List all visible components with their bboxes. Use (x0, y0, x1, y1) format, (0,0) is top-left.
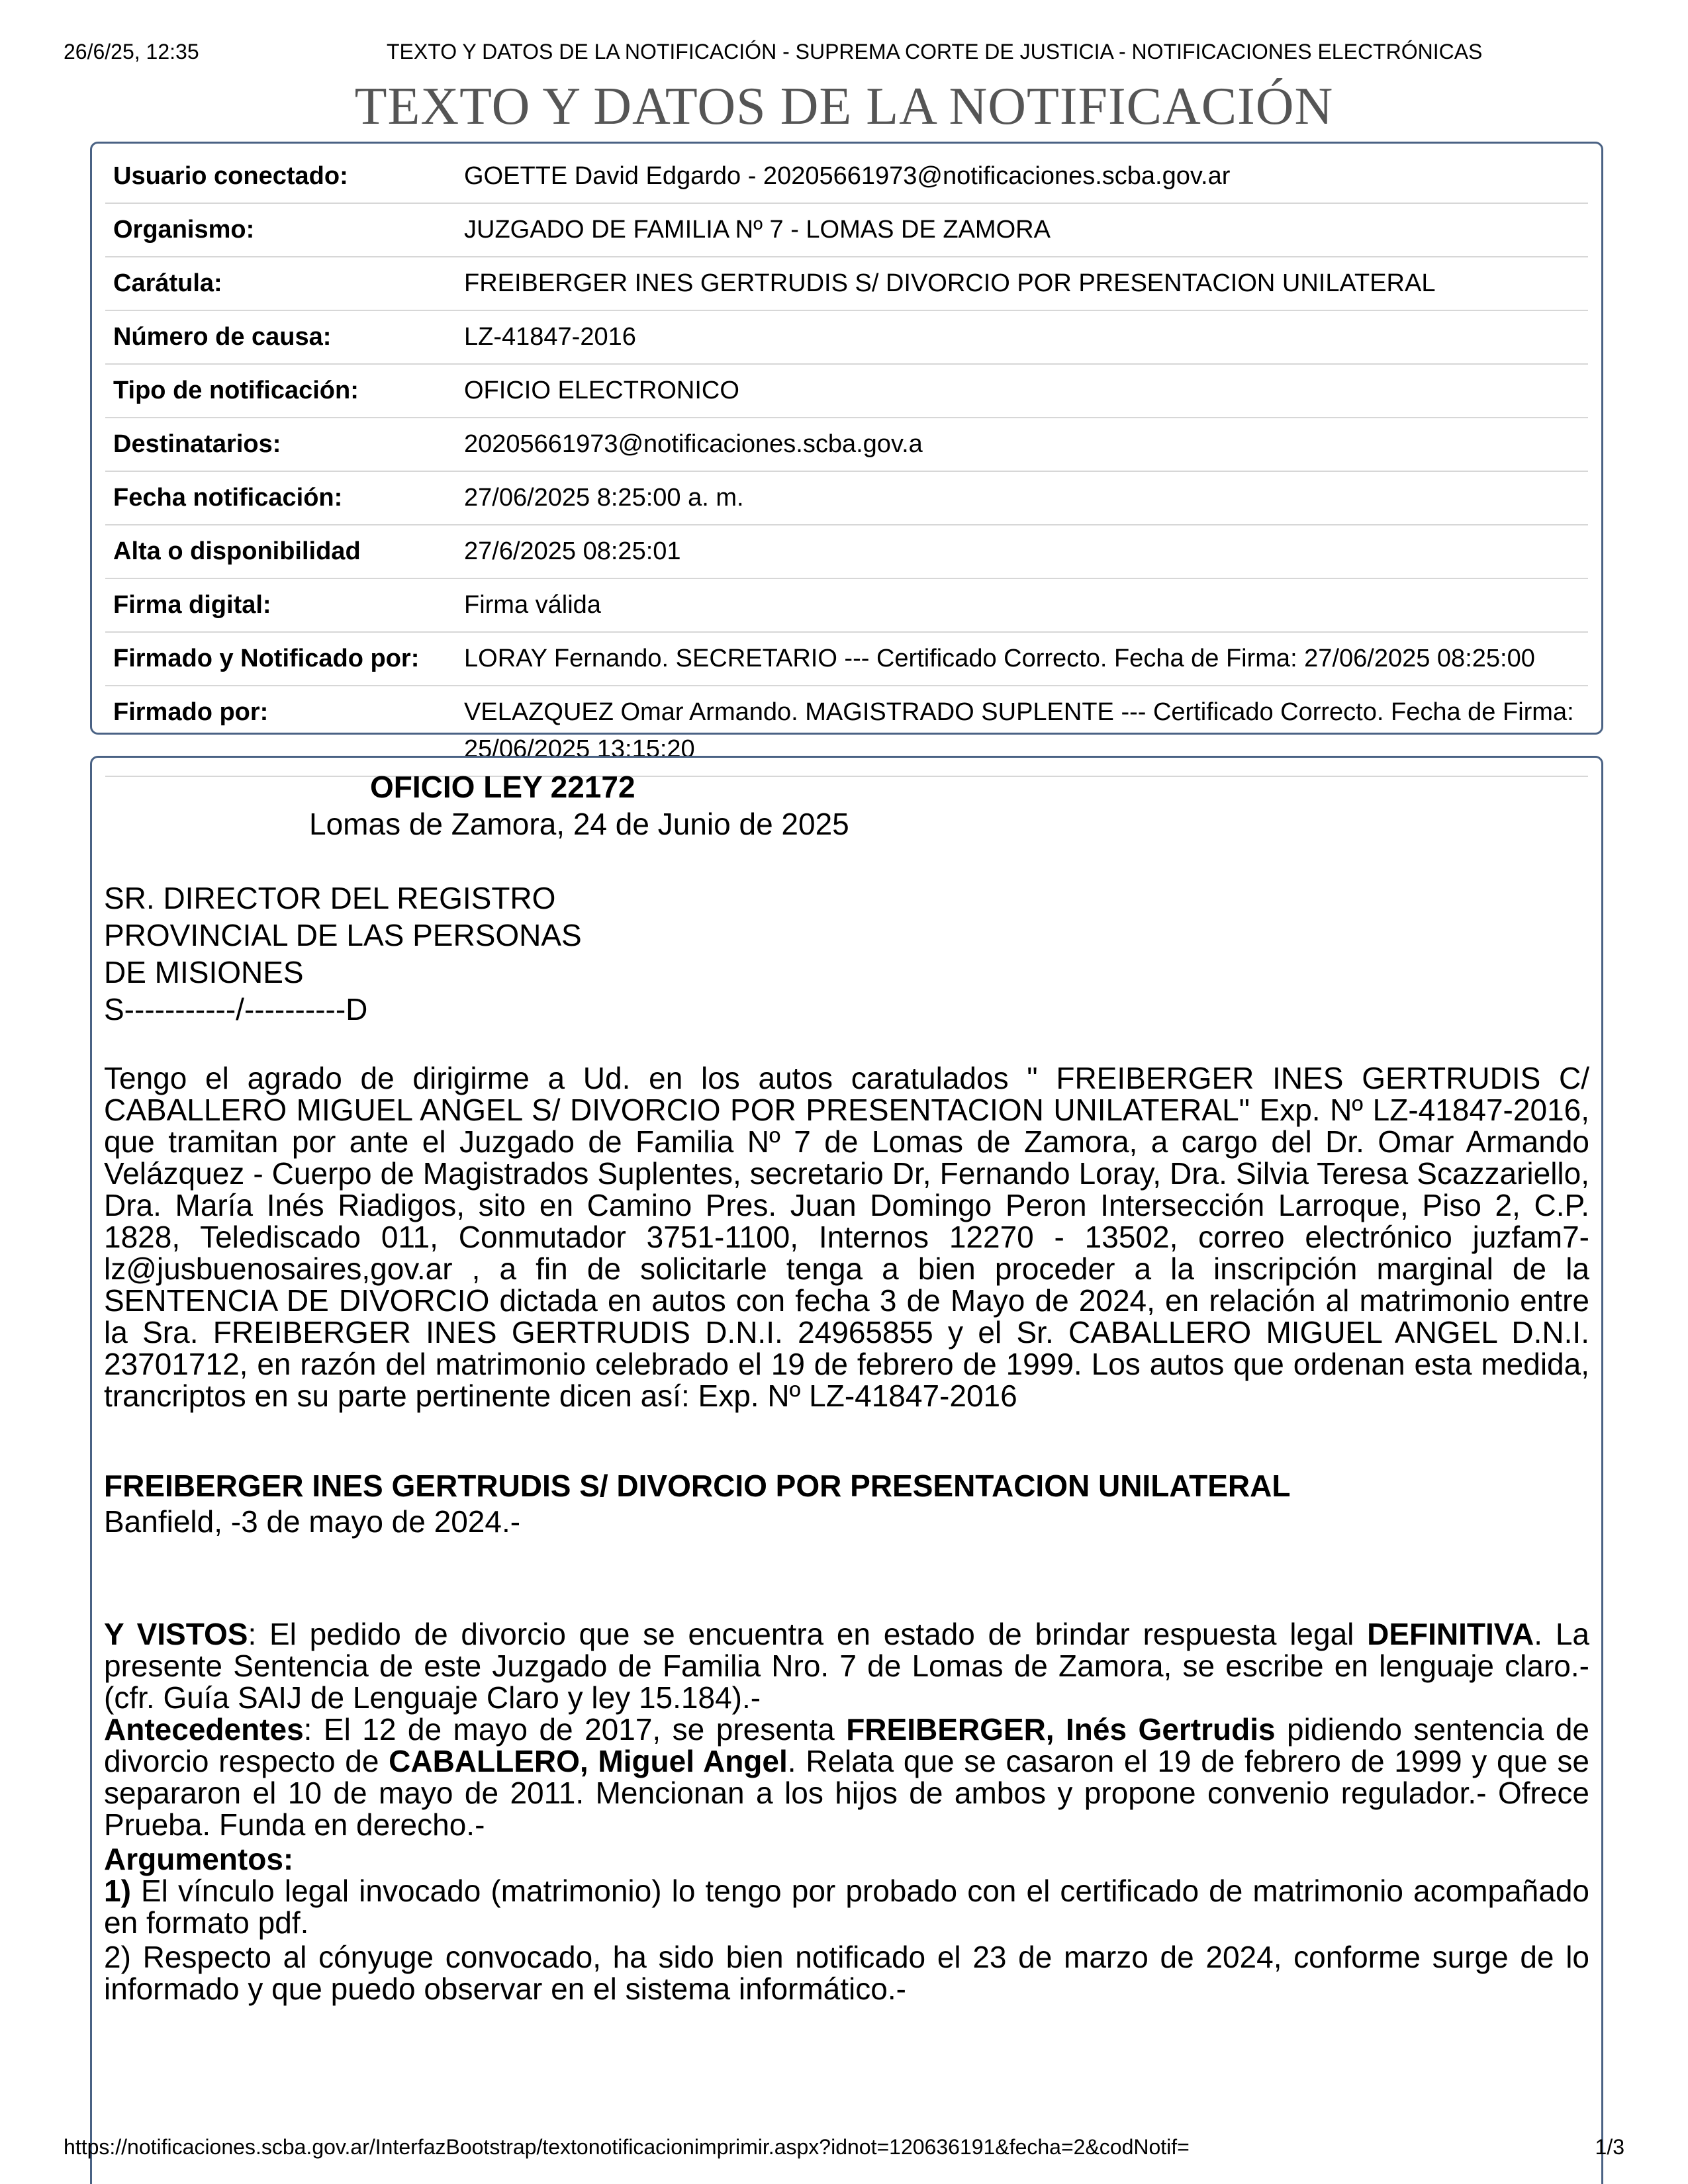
page-number: 1/3 (1595, 2135, 1624, 2159)
argument-2: 2) Respecto al cónyuge convocado, ha sido bien notificado el 23 de marzo de 2024, conforme surge de lo informado y que puedo observar en el sistema informático.- (104, 1940, 1589, 2006)
info-value: LZ-41847-2016 (456, 310, 1588, 364)
antecedentes-text-3: . Relata que se casaron el 19 de febrero de 1999 y que se separaron el 10 de mayo de 2011. Mencionan a los hijos de ambos y propone convenio regulador.- Ofrece Prueba. Funda en derecho.- (104, 1744, 1589, 1842)
letter-title: OFICIO LEY 22172 (370, 770, 635, 804)
info-value: JUZGADO DE FAMILIA Nº 7 - LOMAS DE ZAMORA (456, 203, 1588, 257)
info-label: Firmado y Notificado por: (105, 632, 456, 686)
address-line: S-----------/----------D (104, 992, 368, 1026)
print-header (64, 40, 1624, 73)
info-label: Usuario conectado: (105, 150, 456, 203)
letter-panel (90, 756, 1603, 2184)
info-label: Firma digital: (105, 578, 456, 632)
letter-body: Tengo el agrado de dirigirme a Ud. en los autos caratulados " FREIBERGER INES GERTRUDIS C/ CABALLERO MIGUEL ANGEL S/ DIVORCIO POR PRESENTACION UNILATERAL" Exp. Nº LZ-41847-2016, que tramitan por ante el Juzgado de Familia Nº 7 de Lomas de Zamora, a cargo del Dr. Omar Armando Velázquez - Cuerpo de Magistrados Suplentes, secretario Dr, Fernando Loray, Dra. Silvia Teresa Scazzariello, Dra. María Inés Riadigos, sito en Camino Pres. Juan Domingo Peron Intersección Larroque, Piso 2, C.P. 1828, Telediscado 011, Conmutador 3751-1100, Internos 12270 - 13502, correo electrónico juzfam7-lz@jusbuenosaires,gov.ar , a fin de solicitarle tenga a bien proceder a la inscripción marginal de la SENTENCIA DE DIVORCIO dictada en autos con fecha 3 de Mayo de 2024, en relación al matrimonio entre la Sra. FREIBERGER INES GERTRUDIS D.N.I. 24965855 y el Sr. CABALLERO MIGUEL ANGEL D.N.I. 23701712, en razón del matrimonio celebrado el 19 de febrero de 1999. Los autos que ordenan esta medida, trancriptos en su parte pertinente dicen así: Exp. Nº LZ-41847-2016 (104, 1061, 1589, 1413)
info-value: LORAY Fernando. SECRETARIO --- Certificado Correcto. Fecha de Firma: 27/06/2025 08:25:00 (456, 632, 1588, 686)
vistos-label: Y VISTOS (104, 1617, 248, 1651)
notification-info-panel (90, 142, 1603, 763)
info-label: Tipo de notificación: (105, 364, 456, 418)
vistos-paragraph (104, 1618, 1589, 1713)
info-value: 27/6/2025 08:25:01 (456, 525, 1588, 578)
info-label: Destinatarios: (105, 418, 456, 471)
case-title: FREIBERGER INES GERTRUDIS S/ DIVORCIO POR PRESENTACION UNILATERAL (104, 1469, 1291, 1503)
info-label: Fecha notificación: (105, 471, 456, 525)
address-line: DE MISIONES (104, 955, 304, 989)
address-line: PROVINCIAL DE LAS PERSONAS (104, 918, 582, 952)
print-header-title: TEXTO Y DATOS DE LA NOTIFICACIÓN - SUPREMA CORTE DE JUSTICIA - NOTIFICACIONES ELECTRÓNICAS (387, 40, 1483, 64)
info-row-numero-causa (105, 310, 1588, 364)
info-value: OFICIO ELECTRONICO (456, 364, 1588, 418)
info-value: VELAZQUEZ Omar Armando. MAGISTRADO SUPLENTE --- Certificado Correcto. Fecha de Firma: 25/06/2025 13:15:20 (456, 686, 1588, 776)
info-label: Número de causa: (105, 310, 456, 364)
info-row-alta (105, 525, 1588, 578)
vistos-text: : El pedido de divorcio que se encuentra en estado de brindar respuesta legal (248, 1617, 1368, 1651)
info-value: GOETTE David Edgardo - 20205661973@notificaciones.scba.gov.ar (456, 150, 1588, 203)
info-row-organismo (105, 203, 1588, 257)
letter-place-date: Lomas de Zamora, 24 de Junio de 2025 (309, 807, 849, 841)
info-label: Firmado por: (105, 686, 456, 776)
info-value: FREIBERGER INES GERTRUDIS S/ DIVORCIO POR PRESENTACION UNILATERAL (456, 257, 1588, 310)
info-row-tipo-notificacion (105, 364, 1588, 418)
antecedentes-actora: FREIBERGER, Inés Gertrudis (846, 1712, 1276, 1747)
info-row-firma-digital (105, 578, 1588, 632)
vistos-text-2: . La presente Sentencia de este Juzgado de Familia Nro. 7 de Lomas de Zamora, se escribe en lenguaje claro.- (cfr. Guía SAIJ de Lenguaje Claro y ley 15.184).- (104, 1617, 1589, 1715)
info-row-destinatarios (105, 418, 1588, 471)
info-value: 20205661973@notificaciones.scba.gov.a (456, 418, 1588, 471)
info-row-fecha-notificacion (105, 471, 1588, 525)
info-label: Organismo: (105, 203, 456, 257)
antecedentes-paragraph (104, 1713, 1589, 1841)
page-url: https://notificaciones.scba.gov.ar/InterfazBootstrap/textonotificacionimprimir.aspx?idnot=120636191&fecha=2&codNotif= (64, 2135, 1190, 2159)
argument-1 (104, 1875, 1589, 1938)
antecedentes-label: Antecedentes (104, 1712, 304, 1747)
antecedentes-text-2: pidiendo sentencia de divorcio respecto de (104, 1712, 1590, 1778)
info-row-firmado-notificado (105, 632, 1588, 686)
info-value: Firma válida (456, 578, 1588, 632)
print-footer (64, 2135, 1624, 2161)
info-label: Carátula: (105, 257, 456, 310)
resolution-text (104, 1618, 1589, 2005)
vistos-bold: DEFINITIVA (1367, 1617, 1534, 1651)
antecedentes-demandado: CABALLERO, Miguel Angel (389, 1744, 788, 1778)
argument-1-text: El vínculo legal invocado (matrimonio) lo tengo por probado con el certificado de matrimonio acompañado en formato pdf. (104, 1874, 1589, 1940)
info-row-caratula (105, 257, 1588, 310)
argument-1-number: 1) (104, 1874, 131, 1908)
page-title: TEXTO Y DATOS DE LA NOTIFICACIÓN (354, 77, 1334, 136)
letter-address (104, 880, 582, 1028)
notification-info-table (105, 150, 1588, 777)
argumentos-label: Argumentos: (104, 1842, 294, 1876)
info-value: 27/06/2025 8:25:00 a. m. (456, 471, 1588, 525)
info-label: Alta o disponibilidad (105, 525, 456, 578)
case-date: Banfield, -3 de mayo de 2024.- (104, 1504, 521, 1539)
address-line: SR. DIRECTOR DEL REGISTRO (104, 881, 556, 915)
print-date: 26/6/25, 12:35 (64, 40, 199, 64)
antecedentes-text: : El 12 de mayo de 2017, se presenta (303, 1712, 847, 1747)
info-row-usuario (105, 150, 1588, 203)
